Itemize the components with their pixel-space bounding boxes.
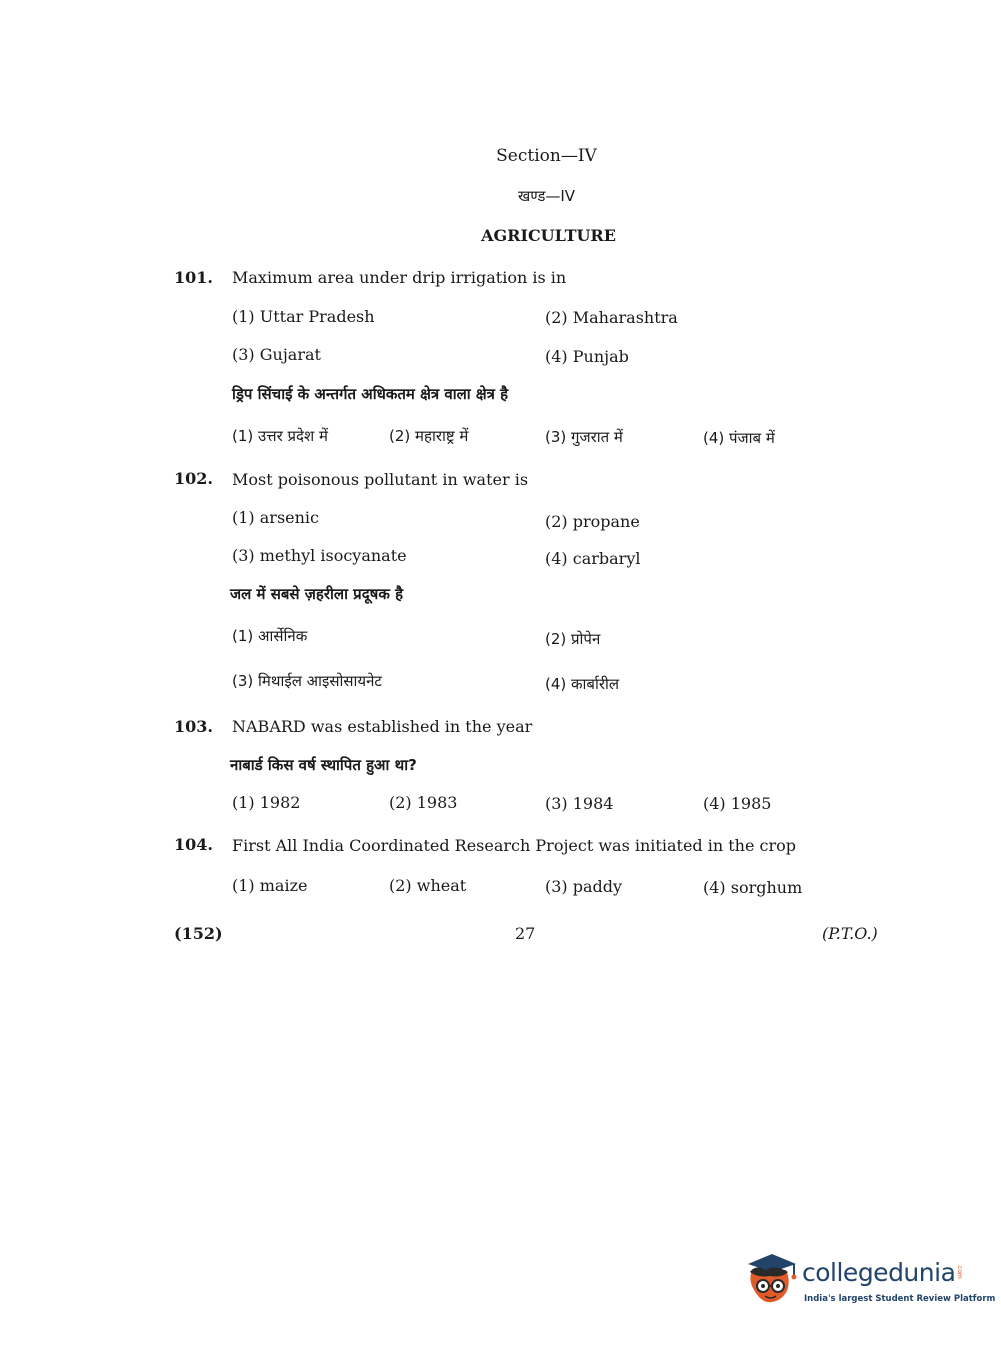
option-3-hindi: (3) मिथाईल आइसोसायनेट [232,672,382,690]
section-title: Section—IV [496,146,597,166]
option-3: (3) 1984 [545,794,614,813]
option-4-hindi: (4) कार्बारील [545,675,620,693]
question-text: First All India Coordinated Research Project was initiated in the crop [232,836,797,855]
option-4: (4) carbaryl [545,549,641,568]
option-1-hindi: (1) उत्तर प्रदेश में [232,427,328,445]
option-1: (1) maize [232,876,308,895]
question-text-hindi: नाबार्ड किस वर्ष स्थापित हुआ था? [230,756,417,774]
logo-tagline: India's largest Student Review Platform [804,1294,996,1304]
option-4: (4) sorghum [703,878,803,897]
option-4: (4) 1985 [703,794,772,813]
question-text: Maximum area under drip irrigation is in [232,268,567,287]
subject-heading: AGRICULTURE [481,226,616,245]
question-text: NABARD was established in the year [232,717,533,736]
option-3-hindi: (3) गुजरात में [545,428,623,446]
logo-suffix: .com [956,1264,963,1279]
question-number: 104. [174,835,213,854]
section-title-hindi: खण्ड—IV [517,187,576,205]
option-1: (1) Uttar Pradesh [232,307,375,326]
option-3: (3) Gujarat [232,345,321,364]
logo-wordmark: collegedunia [802,1258,956,1287]
option-4: (4) Punjab [545,347,629,366]
option-3: (3) methyl isocyanate [232,546,407,565]
option-2: (2) 1983 [389,793,458,812]
question-number: 102. [174,469,213,488]
paper-code: (152) [174,924,223,943]
option-4-hindi: (4) पंजाब में [703,429,775,447]
option-2: (2) wheat [389,876,467,895]
question-number: 103. [174,717,213,736]
pto-label: (P.T.O.) [822,924,878,943]
option-2-hindi: (2) महाराष्ट्र में [389,427,469,445]
option-2: (2) Maharashtra [545,308,678,327]
option-3: (3) paddy [545,877,623,896]
question-text: Most poisonous pollutant in water is [232,470,529,489]
option-1: (1) 1982 [232,793,301,812]
question-text-hindi: ड्रिप सिंचाई के अन्तर्गत अधिकतम क्षेत्र वाला क्षेत्र है [232,385,509,403]
question-number: 101. [174,268,213,287]
collegedunia-logo[interactable] [742,1250,996,1314]
option-2-hindi: (2) प्रोपेन [545,630,601,648]
option-1-hindi: (1) आर्सेनिक [232,627,308,645]
option-1: (1) arsenic [232,508,319,527]
option-2: (2) propane [545,512,640,531]
mascot-icon [742,1250,798,1308]
page-number: 27 [515,924,536,943]
question-text-hindi: जल में सबसे ज़हरीला प्रदूषक है [230,585,404,603]
